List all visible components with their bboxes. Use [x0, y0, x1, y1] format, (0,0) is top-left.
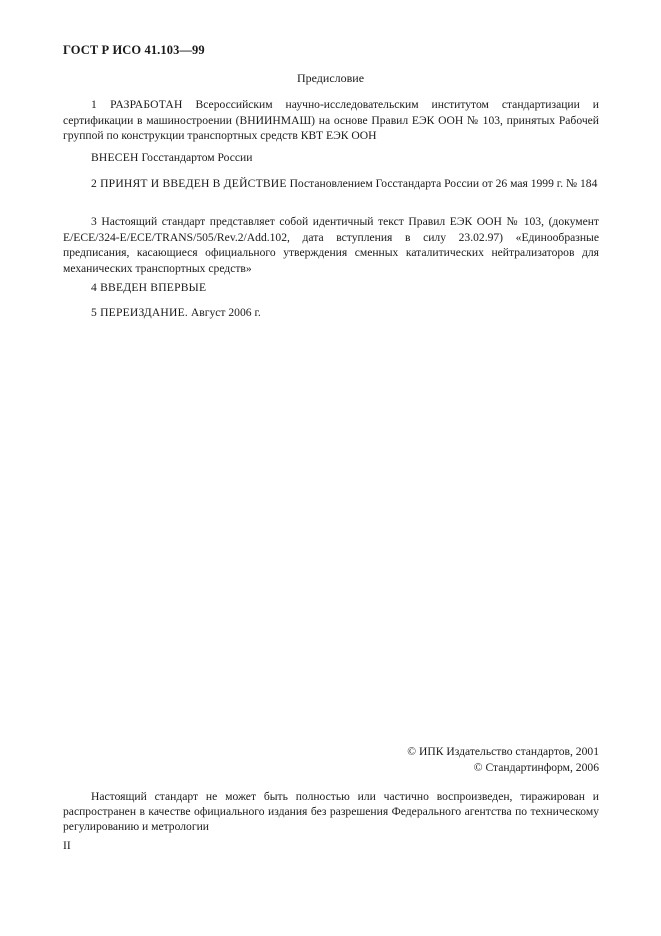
reproduction-notice: Настоящий стандарт не может быть полностью или частично воспроизведен, тиражирован и распространен в качестве официального издания без разрешения Федерального агентства по техническому регулированию и метрологии — [63, 790, 599, 833]
preface-item-5-lead: 5 ПЕРЕИЗДАНИЕ. — [91, 306, 188, 319]
copyright-block — [407, 744, 599, 775]
preface-submitted — [63, 150, 599, 166]
preface-item-1-text: Всероссийским научно-исследовательским институтом стандартизации и сертификации в машиностроении (ВНИИНМАШ) на основе Правил ЕЭК ООН № 103, принятых Рабочей группой по конструкции транспортных средств КВТ ЕЭК ООН — [63, 98, 599, 142]
preface-item-5-text: Август 2006 г. — [190, 306, 261, 319]
preface-item-3-text: 3 Настоящий стандарт представляет собой идентичный текст Правил ЕЭК ООН № 103, (документ E/ECE/324-E/ECE/TRANS/505/Rev.2/Add.102, дата вступления в силу 23.02.97) «Единообразные предписания, касающиеся официального утверждения сменных каталитических нейтрализаторов для механических транспортных средств» — [63, 215, 599, 275]
preface-submitted-text: Госстандартом России — [141, 151, 253, 164]
document-code: ГОСТ Р ИСО 41.103—99 — [63, 43, 205, 57]
preface-item-2 — [63, 176, 599, 192]
page-number: II — [63, 839, 71, 852]
preface-item-3 — [63, 214, 599, 276]
preface-item-1 — [63, 97, 599, 144]
copyright-line-2: © Стандартинформ, 2006 — [473, 760, 599, 774]
preface-item-2-text: Постановлением Госстандарта России от 26 мая 1999 г. № 184 — [289, 177, 598, 190]
preface-title: Предисловие — [296, 71, 365, 85]
copyright-line-1: © ИПК Издательство стандартов, 2001 — [407, 745, 599, 758]
preface-item-1-lead: 1 РАЗРАБОТАН — [91, 98, 183, 111]
preface-submitted-lead: ВНЕСЕН — [91, 151, 139, 164]
preface-item-2-lead: 2 ПРИНЯТ И ВВЕДЕН В ДЕЙСТВИЕ — [91, 177, 287, 190]
preface-item-5 — [63, 305, 599, 321]
preface-item-4 — [63, 280, 599, 296]
preface-item-4-lead: 4 ВВЕДЕН ВПЕРВЫЕ — [91, 281, 207, 294]
